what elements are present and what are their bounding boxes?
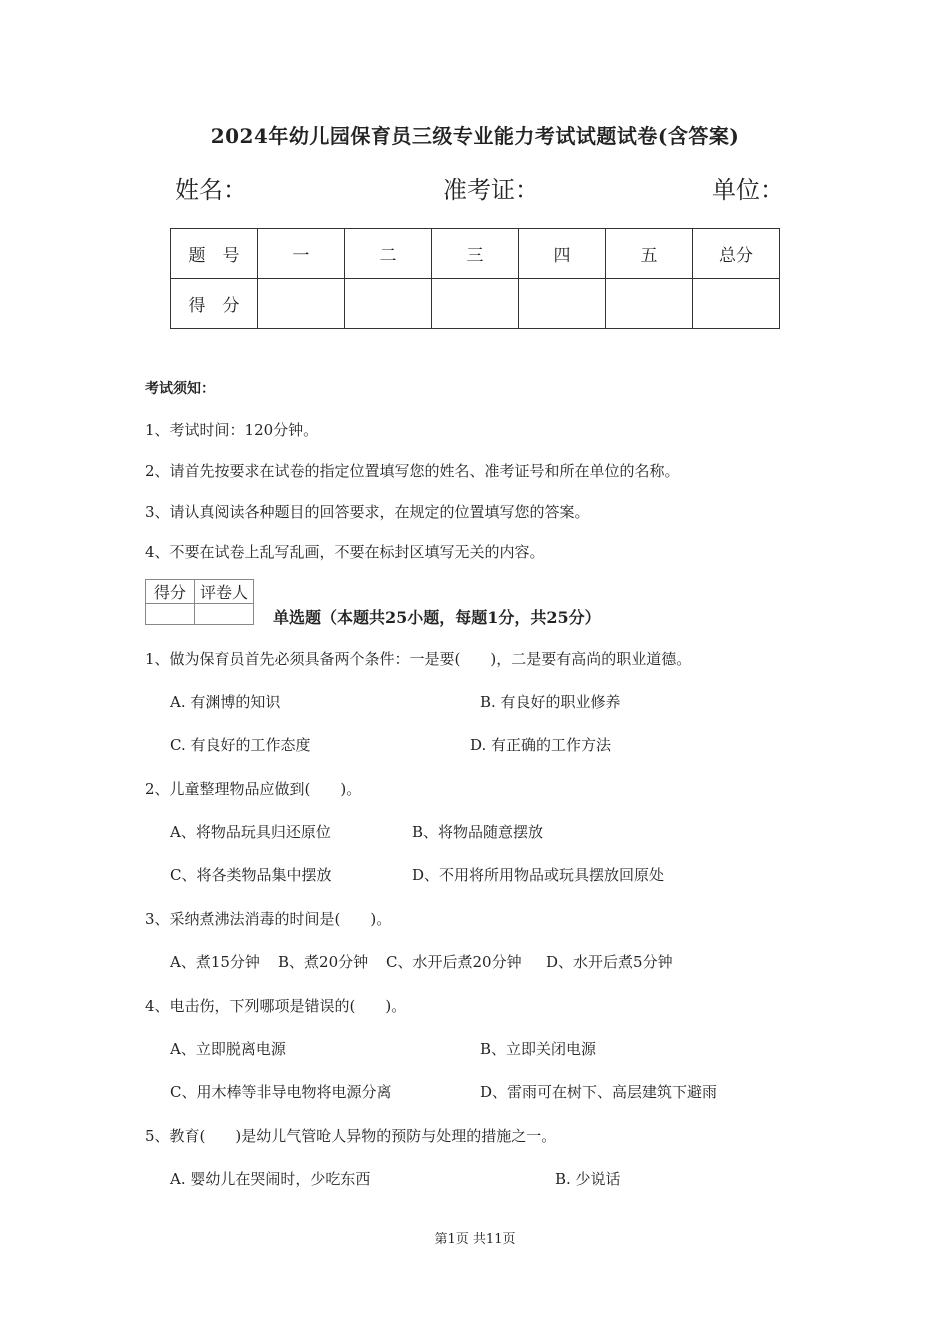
question-option: A. 婴幼儿在哭闹时，少吃东西 [170,1170,371,1188]
question-option: B. 少说话 [555,1170,621,1188]
question-option: C. 有良好的工作态度 [170,736,311,754]
section-title: 单选题（本题共25小题，每题1分，共25分） [273,608,601,627]
score-table-cell: 五 [606,229,693,279]
exam-id-field-label: 准考证： [443,176,539,204]
question-option: B、煮20分钟 [278,953,369,971]
document-title: 2024年幼儿园保育员三级专业能力考试试题试卷(含答案) [210,124,740,148]
grader-box [145,579,254,625]
question-option: A、立即脱离电源 [170,1040,286,1058]
notice-item: 1、考试时间：120分钟。 [145,421,319,439]
question-option: C、水开后煮20分钟 [386,953,522,971]
question-option: C、用木棒等非导电物将电源分离 [170,1083,392,1101]
question-stem: 2、儿童整理物品应做到( )。 [145,780,362,798]
question-stem: 4、电击伤，下列哪项是错误的( )。 [145,997,407,1015]
name-field-label: 姓名： [175,176,247,204]
question-option: B. 有良好的职业修养 [480,693,621,711]
notice-item: 3、请认真阅读各种题目的回答要求，在规定的位置填写您的答案。 [145,503,590,521]
grader-score-label: 得分 [146,580,195,604]
unit-field-label: 单位： [712,176,784,204]
score-table-cell: 二 [345,229,432,279]
notice-item: 4、不要在试卷上乱写乱画，不要在标封区填写无关的内容。 [145,543,545,561]
score-table-cell: 总分 [693,229,780,279]
score-table-cell: 得 分 [171,279,258,329]
score-input-cell [432,279,519,329]
grader-name-label: 评卷人 [195,580,254,604]
question-option: C、将各类物品集中摆放 [170,866,332,884]
score-input-cell [606,279,693,329]
score-table [170,228,780,329]
question-option: D、雷雨可在树下、高层建筑下避雨 [480,1083,718,1101]
score-input-cell [693,279,780,329]
score-table-cell: 题 号 [171,229,258,279]
question-option: A、煮15分钟 [170,953,260,971]
score-input-cell [258,279,345,329]
question-option: D、不用将所用物品或玩具摆放回原处 [412,866,665,884]
score-input-cell [345,279,432,329]
score-input-cell [519,279,606,329]
question-option: A、将物品玩具归还原位 [170,823,331,841]
question-option: A. 有渊博的知识 [170,693,281,711]
page-footer: 第1页 共11页 [434,1232,516,1247]
score-table-cell: 三 [432,229,519,279]
question-option: B、立即关闭电源 [480,1040,597,1058]
notice-title: 考试须知： [145,381,215,397]
question-stem: 1、做为保育员首先必须具备两个条件：一是要( )，二是要有高尚的职业道德。 [145,650,692,668]
question-option: D、水开后煮5分钟 [546,953,673,971]
score-table-header-row [171,229,780,279]
notice-item: 2、请首先按要求在试卷的指定位置填写您的姓名、准考证号和所在单位的名称。 [145,462,680,480]
grader-score-cell [146,604,195,625]
score-table-cell: 四 [519,229,606,279]
question-option: B、将物品随意摆放 [412,823,544,841]
question-stem: 5、教育( )是幼儿气管呛人异物的预防与处理的措施之一。 [145,1127,557,1145]
question-stem: 3、采纳煮沸法消毒的时间是( )。 [145,910,392,928]
question-option: D. 有正确的工作方法 [470,736,612,754]
grader-name-cell [195,604,254,625]
score-table-score-row [171,279,780,329]
score-table-cell: 一 [258,229,345,279]
